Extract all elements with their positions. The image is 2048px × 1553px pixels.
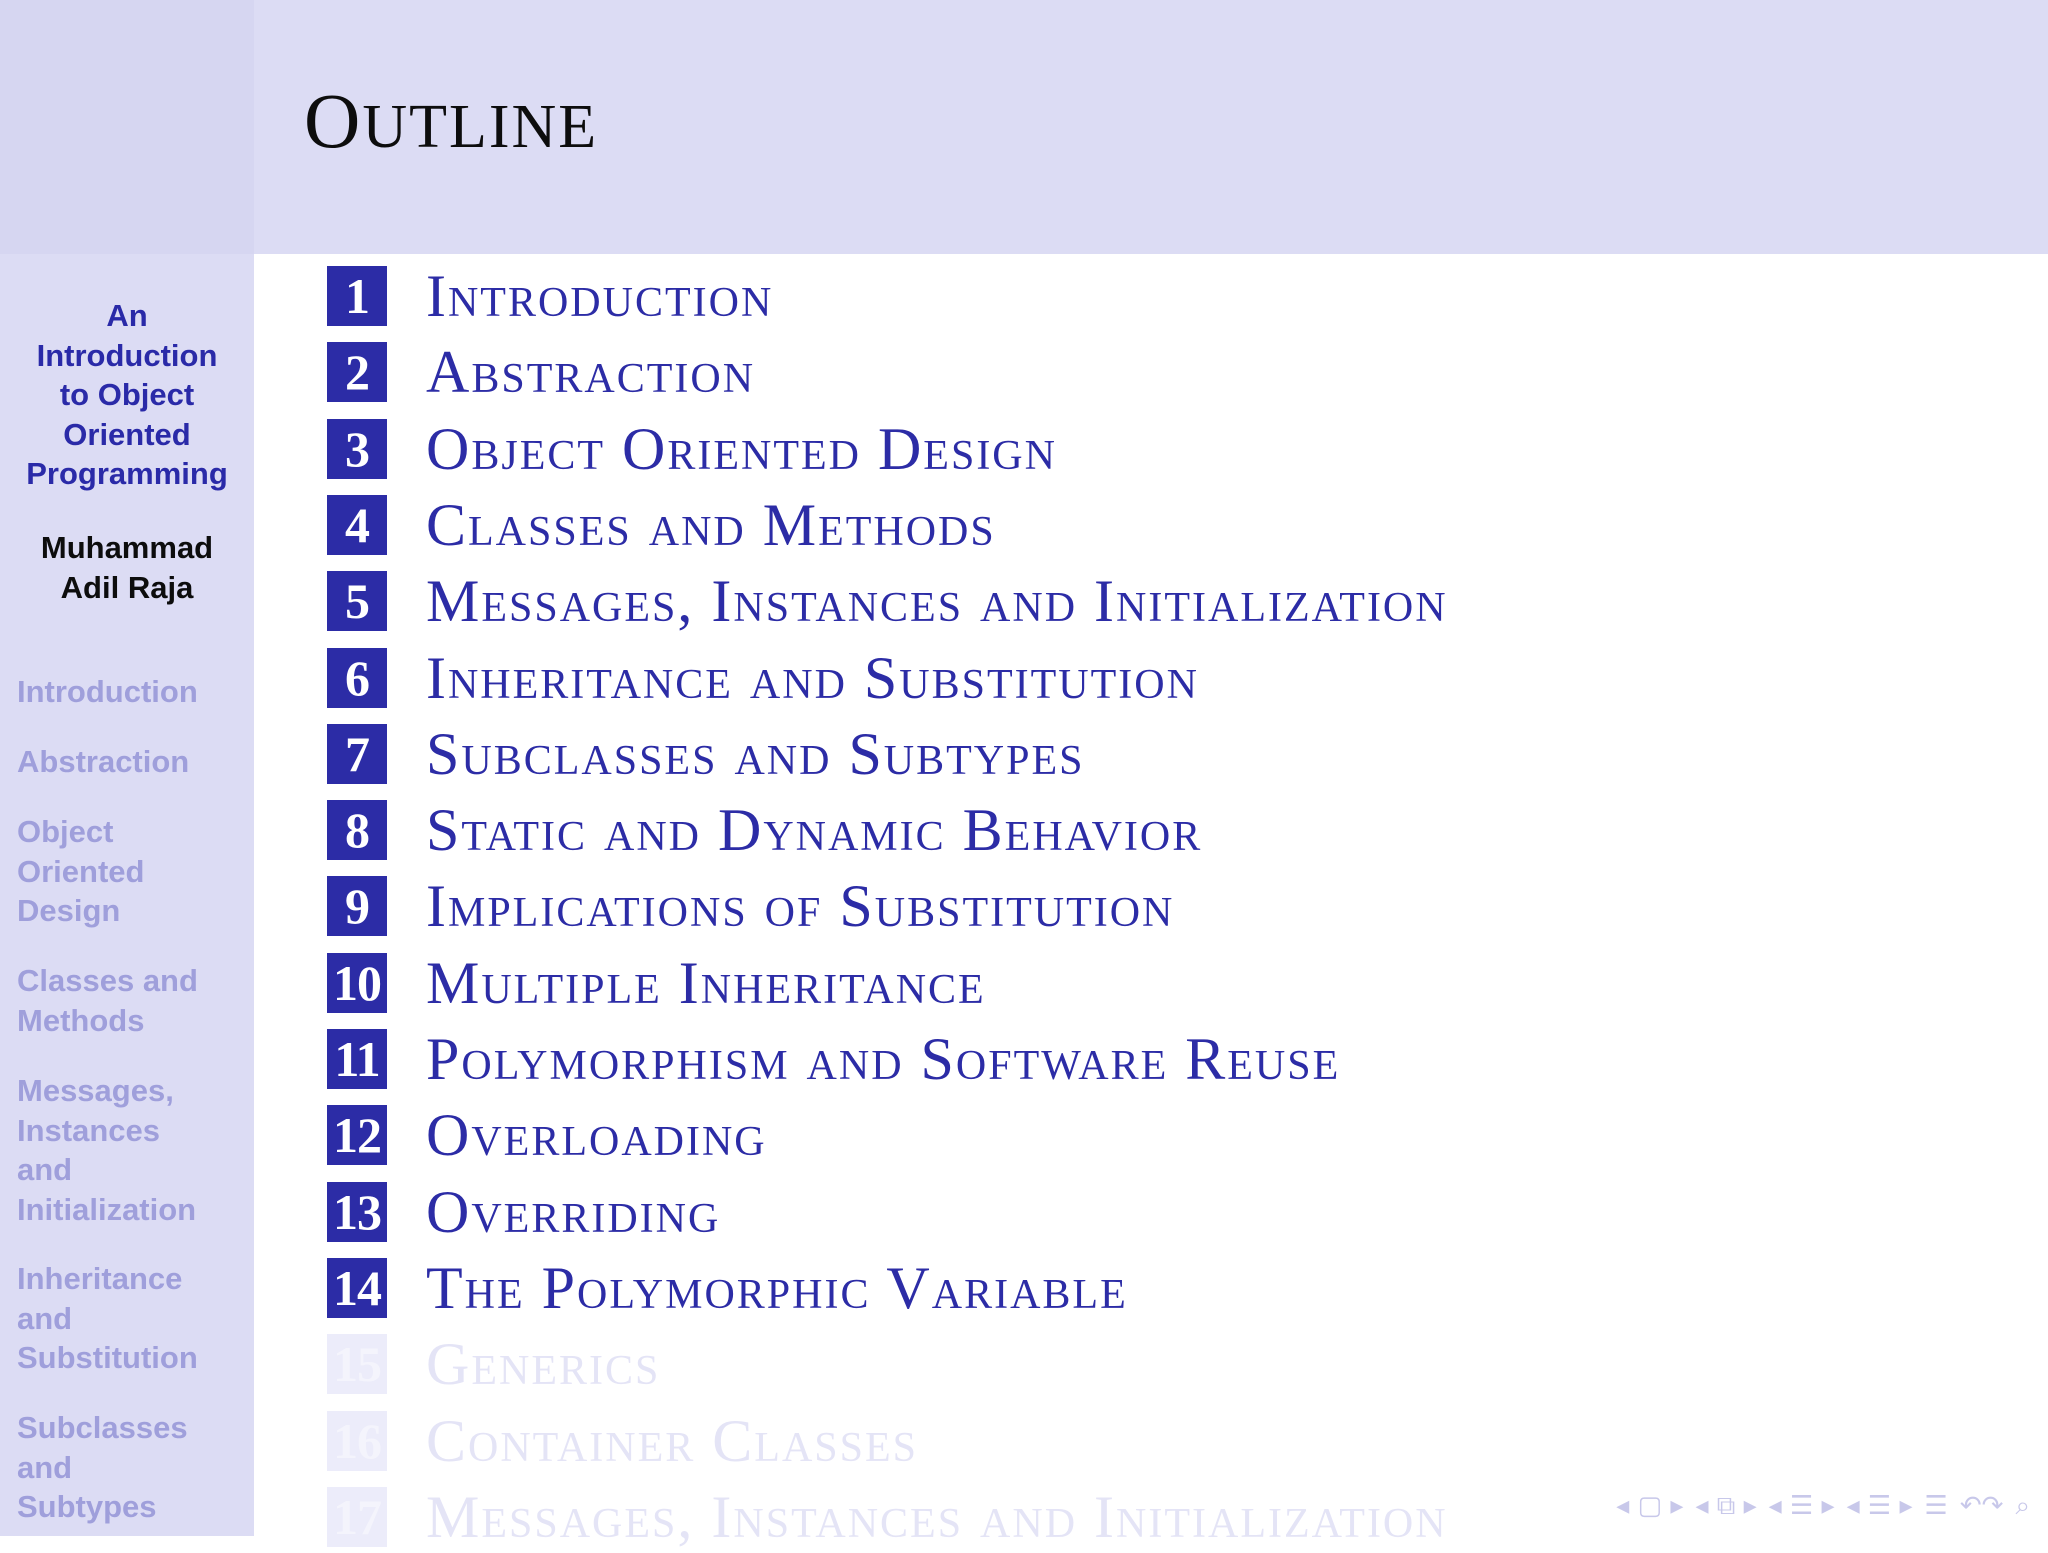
sidebar-section-line: Oriented	[17, 853, 145, 889]
outline-item-label: The Polymorphic Variable	[426, 1255, 1128, 1321]
outline-item-number: 4	[327, 495, 387, 555]
presentation-title-line: Oriented	[63, 416, 191, 452]
document-nav-icon[interactable]: ◂ ☰ ▸	[1846, 1491, 1913, 1521]
sidebar-section-line: Instances	[17, 1112, 161, 1148]
sidebar-section-line: Inheritance	[17, 1261, 183, 1296]
outline-item-label: Container Classes	[426, 1408, 919, 1474]
outline-item-label: Implications of Substitution	[426, 873, 1175, 939]
back-forward-icon[interactable]: ↶↷	[1959, 1491, 2004, 1521]
title-initial: O	[304, 77, 363, 164]
sidebar-section-line: Abstraction	[17, 744, 190, 779]
outline-item-label: Introduction	[426, 263, 774, 329]
beamer-navigation-bar	[1616, 1486, 2030, 1526]
search-icon[interactable]: ⌕	[2015, 1490, 2030, 1521]
sidebar-section-line: Subtypes	[17, 1489, 157, 1524]
sidebar-section-line: Design	[17, 893, 121, 928]
outline-item-number: 3	[327, 419, 387, 479]
section-nav-icon[interactable]: ◂ ☰ ▸	[1768, 1491, 1835, 1521]
outline-item-number: 10	[327, 953, 387, 1013]
author-line: Adil Raja	[60, 569, 194, 605]
outline-item-label: Abstraction	[426, 339, 756, 405]
sidebar-section-line: Classes and	[17, 963, 198, 998]
outline-item-number: 7	[327, 724, 387, 784]
outline-item-label: Object Oriented Design	[426, 416, 1057, 482]
frame-nav-icon[interactable]: ◂ ▢ ▸	[1616, 1491, 1684, 1521]
outline-item-number: 12	[327, 1105, 387, 1165]
sidebar-section-line: Initialization	[17, 1191, 197, 1227]
outline-item-number: 14	[327, 1258, 387, 1318]
outline-item-number: 6	[327, 648, 387, 708]
sidebar-section-line: Introduction	[17, 674, 198, 709]
sidebar-section-line: Methods	[17, 1002, 145, 1038]
outline-item-number: 15	[327, 1334, 387, 1394]
outline-item-label: Static and Dynamic Behavior	[426, 797, 1203, 863]
outline-item-number: 2	[327, 342, 387, 402]
outline-item-number: 5	[327, 571, 387, 631]
outline-item-label: Messages, Instances and Initialization	[426, 1484, 1448, 1550]
outline-item-number: 9	[327, 876, 387, 936]
outline-item-label: Multiple Inheritance	[426, 950, 986, 1016]
author-line: Muhammad	[40, 530, 214, 565]
presentation-title-line: Programming	[26, 456, 228, 491]
presentation-title-line: Introduction	[36, 337, 218, 373]
sidebar-section-line: Object	[17, 814, 114, 849]
title-rest: UTLINE	[362, 93, 599, 161]
outline-item-label: Inheritance and Substitution	[426, 645, 1199, 711]
presentation-title-line: An	[106, 298, 148, 333]
document-menu-icon[interactable]: ☰	[1924, 1491, 1948, 1521]
sidebar-section-line: and	[17, 1300, 73, 1336]
outline-item-number: 17	[327, 1487, 387, 1547]
sidebar-section-line: Subclasses	[17, 1410, 188, 1445]
presentation-title-line: to Object	[59, 377, 195, 412]
outline-item-number: 8	[327, 800, 387, 860]
outline-item-label: Generics	[426, 1331, 661, 1397]
outline-item-number: 1	[327, 266, 387, 326]
sidebar-section-line: and	[17, 1152, 73, 1187]
sidebar-section-line: Messages,	[17, 1073, 174, 1108]
outline-item-label: Messages, Instances and Initialization	[426, 568, 1448, 634]
outline-item-label: Subclasses and Subtypes	[426, 721, 1085, 787]
outline-item-label: Overriding	[426, 1179, 721, 1245]
subsection-nav-icon[interactable]: ◂ ⧉ ▸	[1695, 1490, 1757, 1521]
outline-item-number: 11	[327, 1029, 387, 1089]
outline-item-label: Overloading	[426, 1102, 767, 1168]
outline-item-label: Polymorphism and Software Reuse	[426, 1026, 1341, 1092]
sidebar-section-line: Substitution	[17, 1340, 198, 1375]
sidebar-section-line: and	[17, 1449, 73, 1485]
outline-item-number: 13	[327, 1182, 387, 1242]
outline-item-label: Classes and Methods	[426, 492, 996, 558]
outline-item-number: 16	[327, 1411, 387, 1471]
